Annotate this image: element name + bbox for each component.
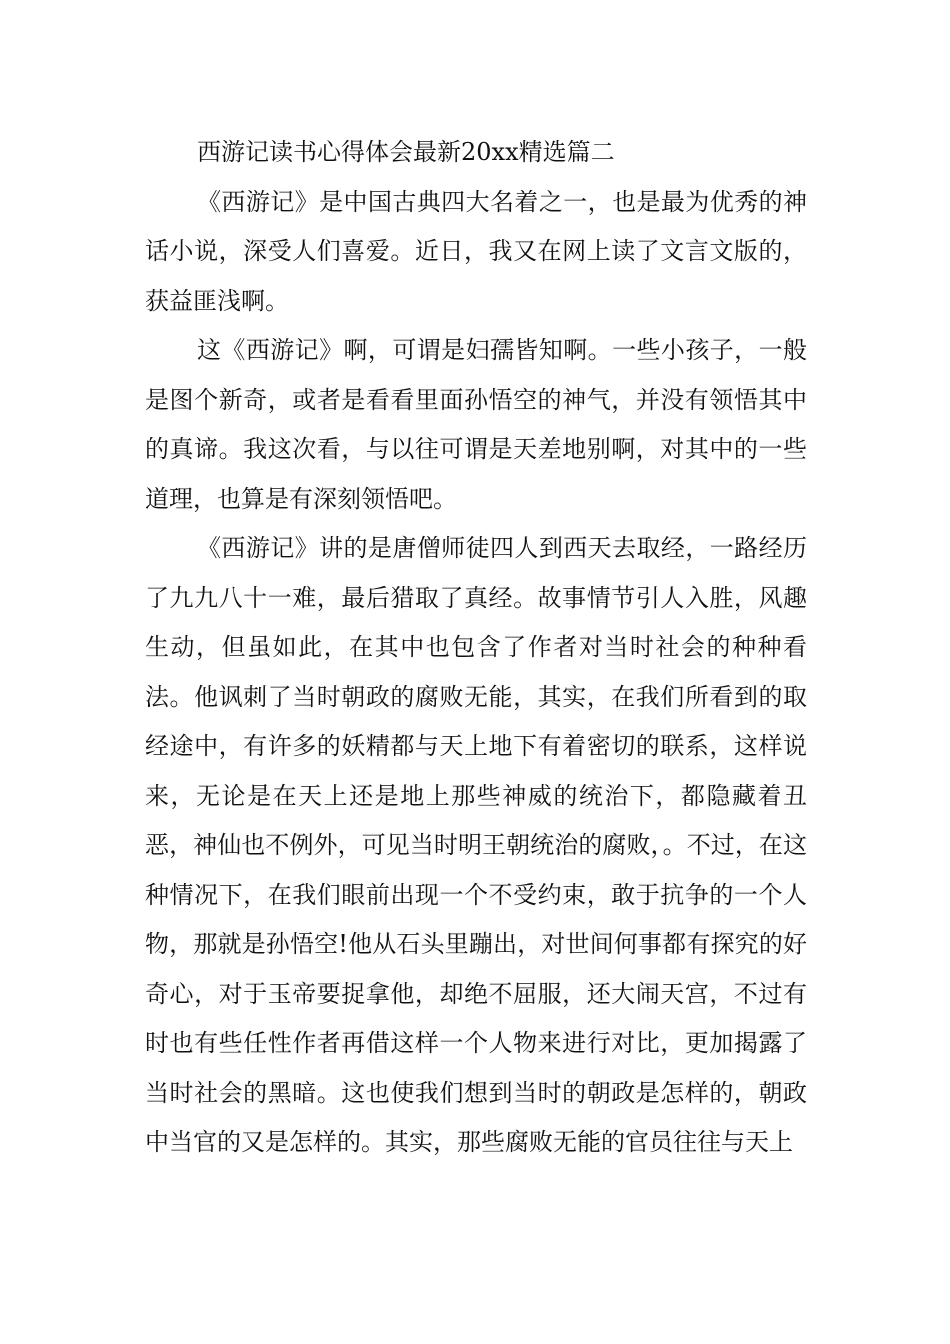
paragraph-1: 《西游记》是中国古典四大名着之一，也是最为优秀的神话小说，深受人们喜爱。近日，我又在网上读了文言文版的，获益匪浅啊。 xyxy=(145,187,807,315)
paragraph-2: 这《西游记》啊，可谓是妇孺皆知啊。一些小孩子，一般是图个新奇，或者是看看里面孙悟空的神气，并没有领悟其中的真谛。我这次看，与以往可谓是天差地别啊，对其中的一些道理，也算是有深刻领悟吧。 xyxy=(145,336,807,513)
document-body xyxy=(145,128,807,1168)
document-title: 西游记读书心得体会最新20xx精选篇二 xyxy=(197,138,615,166)
paragraph-3: 《西游记》讲的是唐僧师徒四人到西天去取经，一路经历了九九八十一难，最后猎取了真经。故事情节引人入胜，风趣生动，但虽如此，在其中也包含了作者对当时社会的种种看法。他讽刺了当时朝政的腐败无能，其实，在我们所看到的取经途中，有许多的妖精都与天上地下有着密切的联系，这样说来，无论是在天上还是地上那些神威的统治下，都隐藏着丑恶，神仙也不例外，可见当时明王朝统治的腐败，。不过，在这种情况下，在我们眼前出现一个不受约束，敢于抗争的一个人物，那就是孙悟空!他从石头里蹦出，对世间何事都有探究的好奇心，对于玉帝要捉拿他，却绝不屈服，还大闹天宫，不过有时也有些任性作者再借这样一个人物来进行对比，更加揭露了当时社会的黑暗。这也使我们想到当时的朝政是怎样的，朝政中当官的又是怎样的。其实，那些腐败无能的官员往往与天上 xyxy=(145,534,807,1156)
